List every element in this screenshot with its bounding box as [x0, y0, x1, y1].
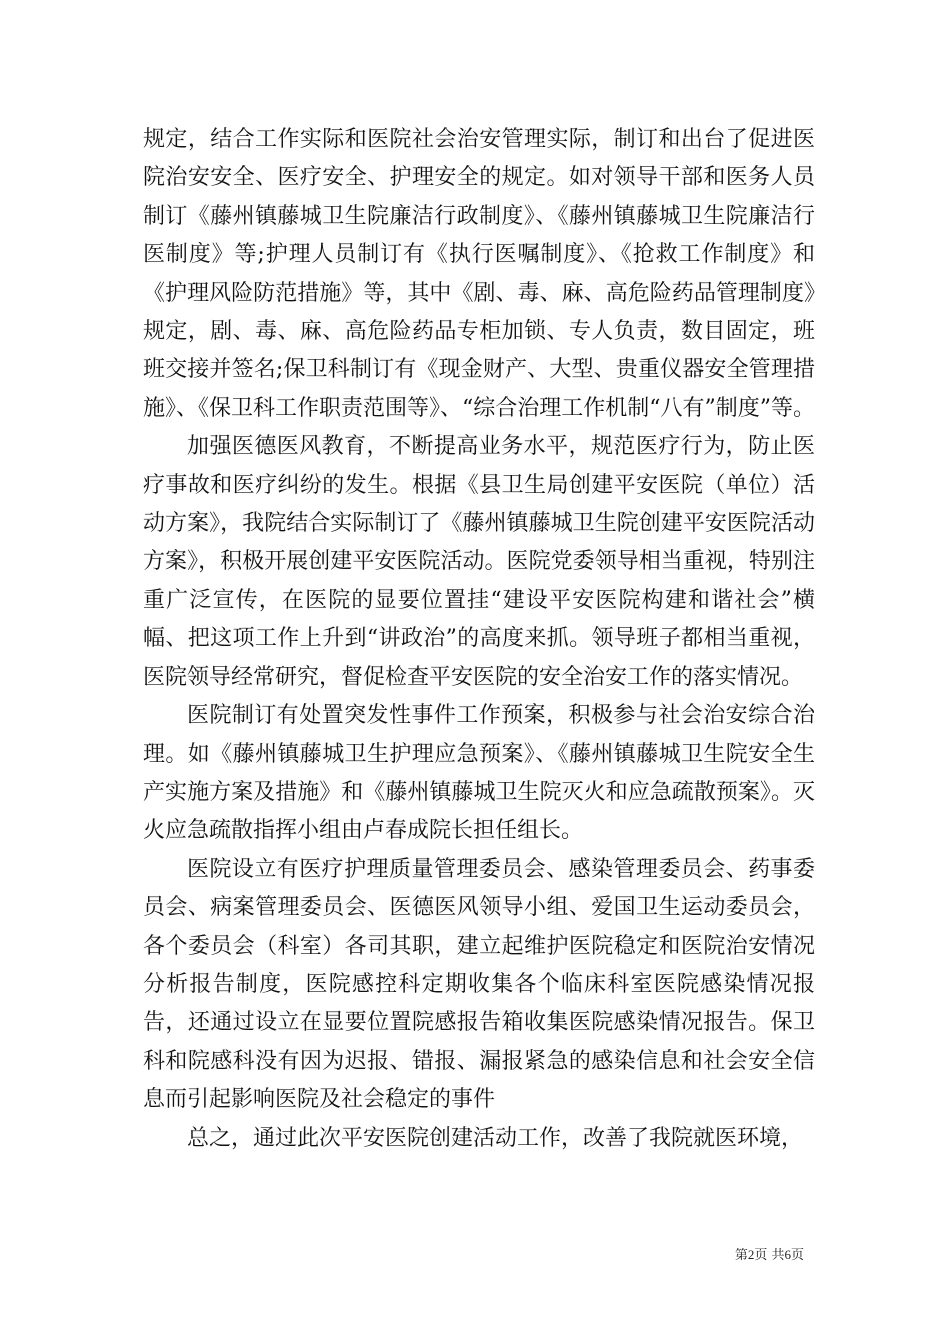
- paragraph-1: 规定，结合工作实际和医院社会治安管理实际，制订和出台了促进医院治安安全、医疗安全、护理安全的规定。如对领导干部和医务人员制订《藤州镇藤城卫生院廉洁行政制度》、《藤州镇藤城卫生院廉洁行医制度》等;护理人员制订有《执行医嘱制度》、《抢救工作制度》和《护理风险防范措施》等，其中《剧、毒、麻、高危险药品管理制度》规定，剧、毒、麻、高危险药品专柜加锁、专人负责，数目固定，班班交接并签名;保卫科制订有《现金财产、大型、贵重仪器安全管理措施》、《保卫科工作职责范围等》、“综合治理工作机制“八有”制度”等。: [143, 127, 815, 421]
- document-body: [143, 121, 815, 1158]
- footer-prefix: 第: [734, 1248, 748, 1263]
- paragraph-3: 医院制订有处置突发性事件工作预案，积极参与社会治安综合治理。如《藤州镇藤城卫生护理应急预案》、《藤州镇藤城卫生院安全生产实施方案及措施》和《藤州镇藤城卫生院灭火和应急疏散预案》。灭火应急疏散指挥小组由卢春成院长担任组长。: [143, 703, 815, 844]
- page-number-footer: [735, 1247, 804, 1264]
- paragraph-5: 总之，通过此次平安医院创建活动工作，改善了我院就医环境，: [187, 1125, 804, 1151]
- total-page-count: 6: [784, 1247, 791, 1262]
- paragraph-4: 医院设立有医疗护理质量管理委员会、感染管理委员会、药事委员会、病案管理委员会、医德医风领导小组、爱国卫生运动委员会，各个委员会（科室）各司其职，建立起维护医院稳定和医院治安情况分析报告制度，医院感控科定期收集各个临床科室医院感染情况报告，还通过设立在显要位置院感报告箱收集医院感染情况报告。保卫科和院感科没有因为迟报、错报、漏报紧急的感染信息和社会安全信息而引起影响医院及社会稳定的事件: [143, 856, 815, 1113]
- paragraph-2: 加强医德医风教育，不断提高业务水平，规范医疗行为，防止医疗事故和医疗纠纷的发生。根据《县卫生局创建平安医院（单位）活动方案》，我院结合实际制订了《藤州镇藤城卫生院创建平安医院活动方案》，积极开展创建平安医院活动。医院党委领导相当重视，特别注重广泛宣传，在医院的显要位置挂“建设平安医院构建和谐社会”横幅、把这项工作上升到“讲政治”的高度来抓。领导班子都相当重视，医院领导经常研究，督促检查平安医院的安全治安工作的落实情况。: [143, 434, 815, 690]
- footer-suffix: 页: [790, 1248, 804, 1263]
- current-page-number: 2: [747, 1247, 755, 1262]
- footer-middle: 页 共: [754, 1248, 785, 1263]
